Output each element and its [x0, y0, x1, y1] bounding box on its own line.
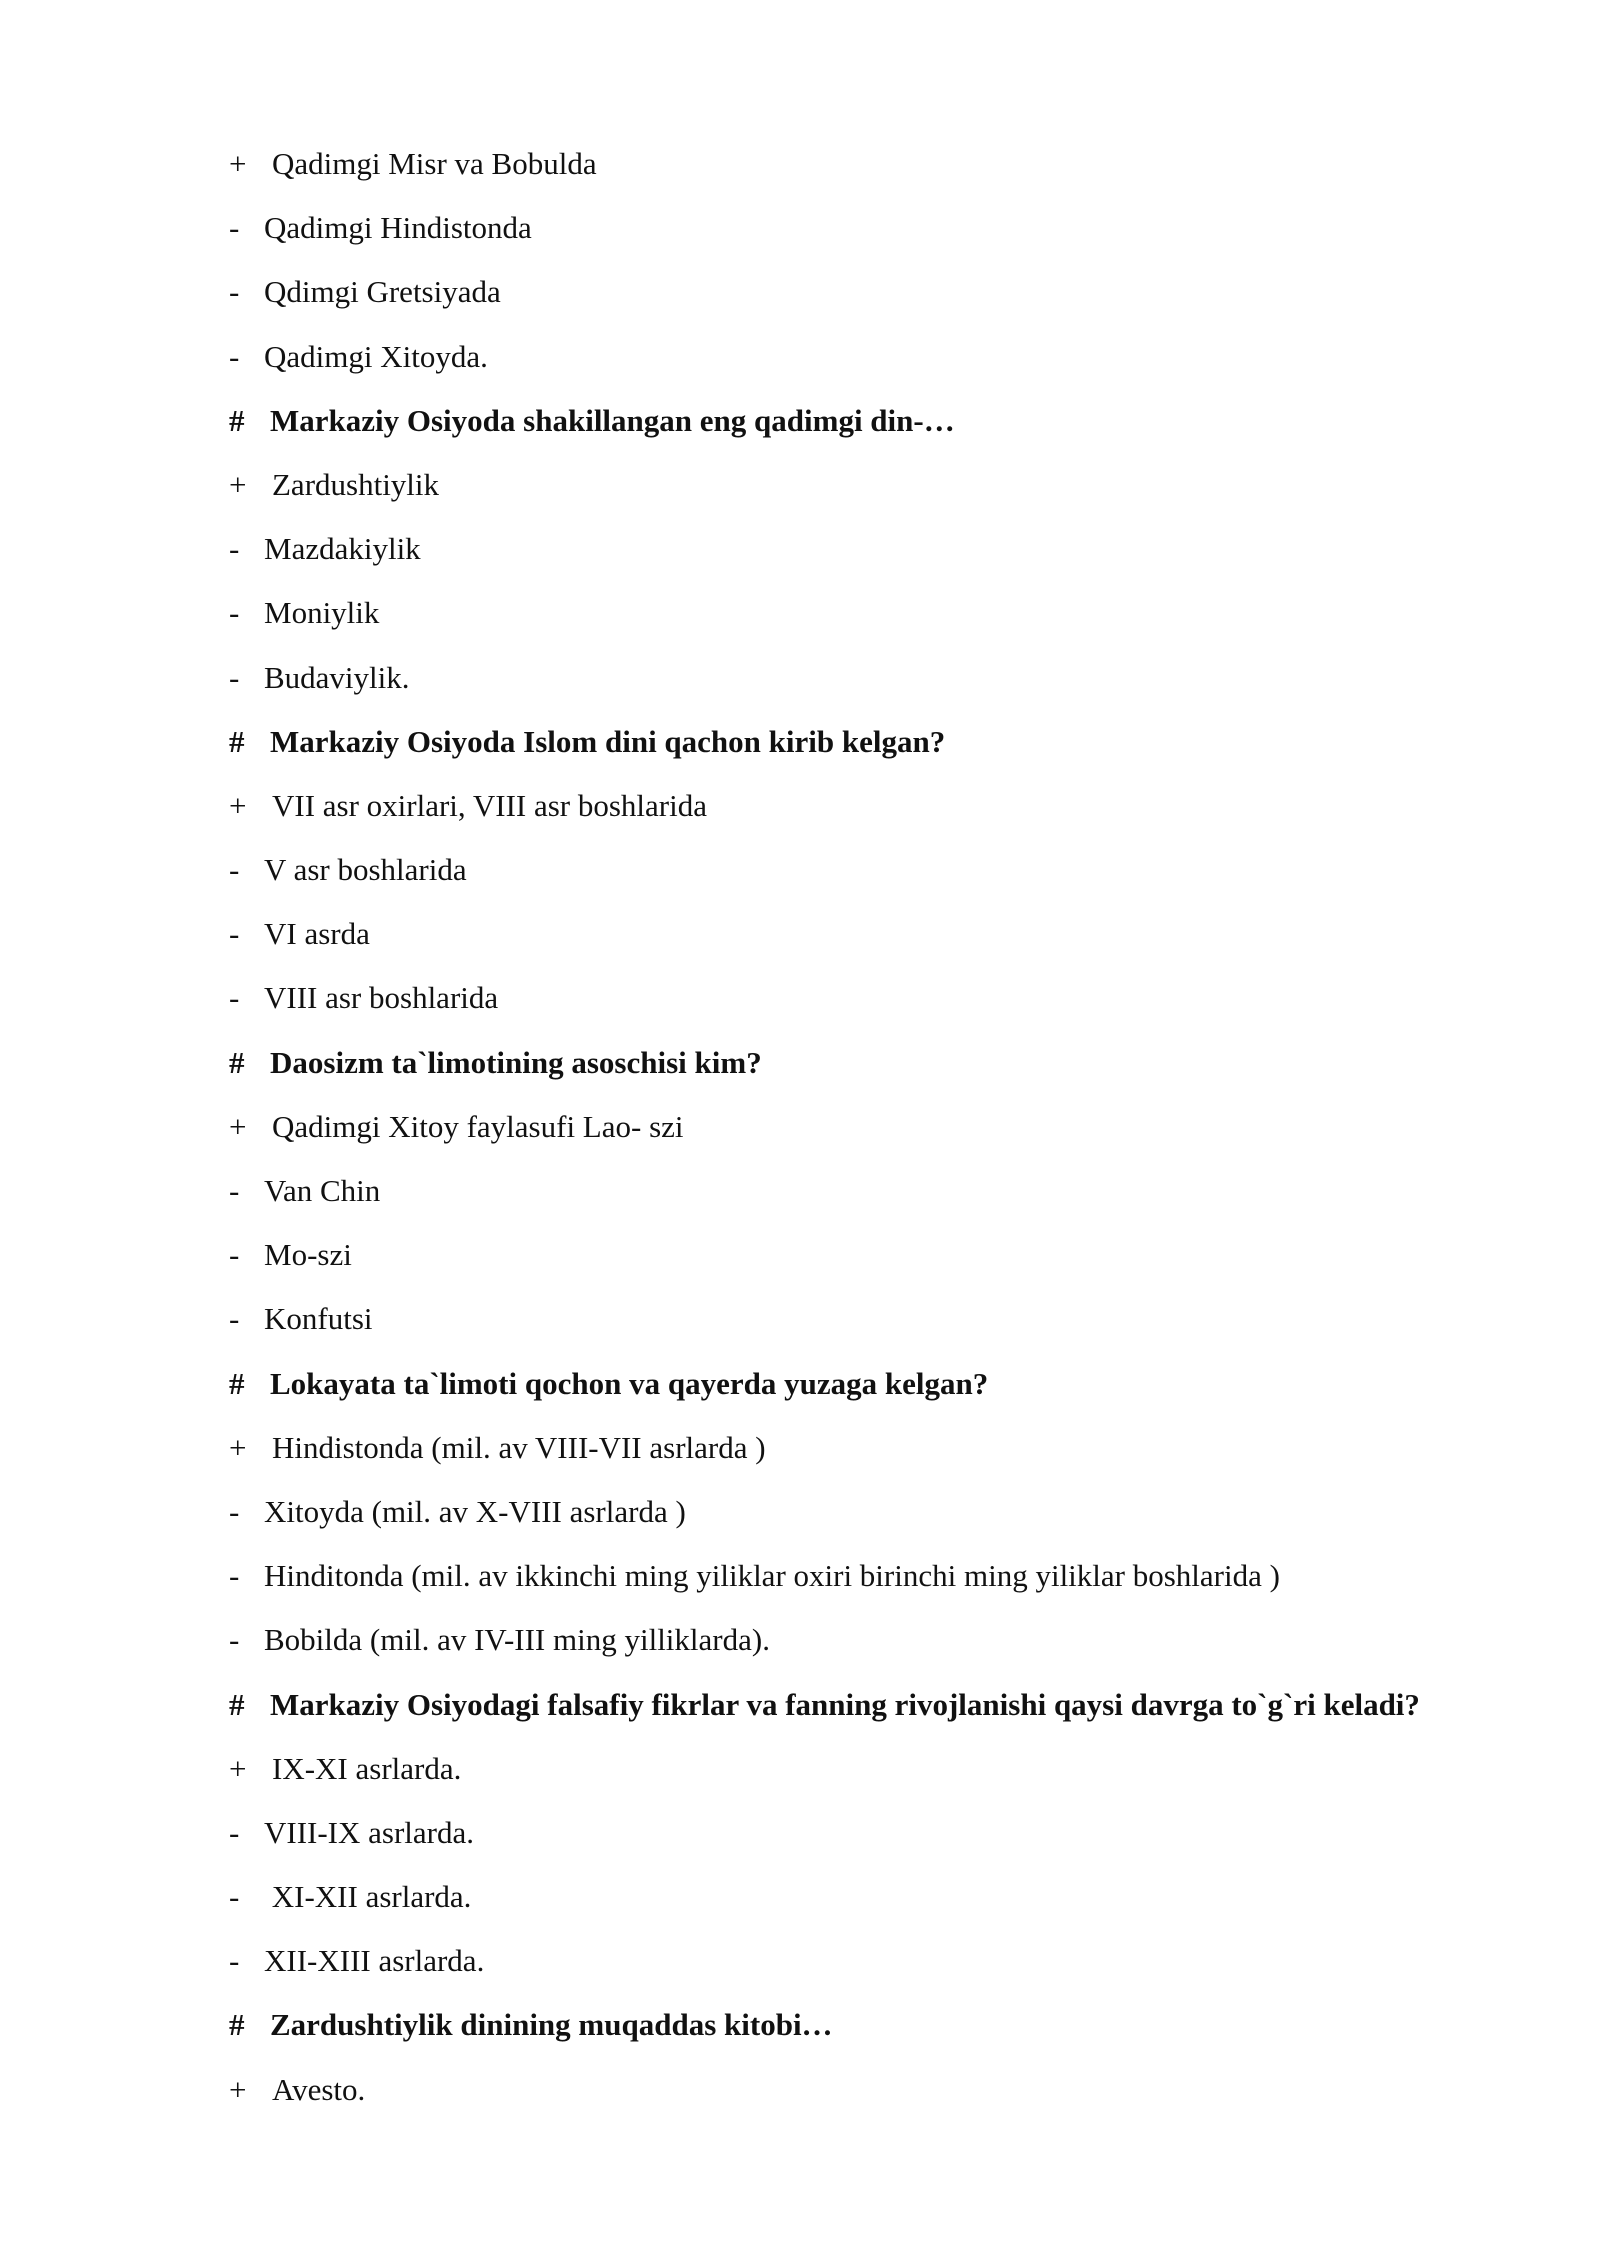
question-line [229, 2009, 1529, 2073]
line-marker: + [229, 466, 247, 502]
correct-answer-line [229, 148, 1529, 212]
question-text: Lokayata ta`limoti qochon va qayerda yuzaga kelgan? [270, 1365, 989, 1401]
answer-text: Van Chin [264, 1173, 381, 1208]
answer-text: VI asrda [264, 916, 370, 952]
answer-option-line [229, 533, 1529, 597]
line-marker: - [229, 1558, 240, 1594]
correct-answer-line [229, 2071, 1529, 2138]
answer-text: Xitoyda (mil. av X-VIII asrlarda ) [264, 1493, 686, 1529]
question-text: Daosizm ta`limotining asoschisi kim? [270, 1044, 762, 1080]
line-marker: - [229, 1493, 240, 1529]
question-line [229, 402, 1529, 469]
line-marker: - [229, 1173, 240, 1208]
answer-option-line [229, 1175, 1529, 1239]
answer-text: Mo-szi [264, 1237, 352, 1273]
answer-text: XII-XIII asrlarda. [264, 1943, 485, 1979]
line-marker: - [229, 338, 240, 374]
answer-text: Konfutsi [264, 1301, 373, 1337]
answer-option-line [229, 338, 1529, 405]
line-marker: # [229, 402, 245, 438]
answer-option-line [229, 1303, 1529, 1367]
correct-answer-line [229, 787, 1529, 854]
line-marker: - [229, 852, 240, 888]
line-marker: - [229, 659, 240, 695]
line-marker: + [229, 2071, 247, 2107]
line-marker: + [229, 1750, 247, 1786]
line-marker: - [229, 1814, 240, 1850]
line-marker: - [229, 1622, 240, 1658]
line-marker: # [229, 1365, 245, 1401]
answer-option-line [229, 212, 1529, 276]
answer-text: Budaviylik. [264, 659, 410, 695]
answer-text: Qdimgi Gretsiyada [264, 274, 501, 310]
answer-option-line [229, 597, 1529, 661]
line-marker: - [229, 1879, 240, 1915]
line-marker: - [229, 1301, 240, 1337]
line-marker: - [229, 916, 240, 952]
line-marker: + [229, 1108, 247, 1144]
answer-option-line [229, 1624, 1529, 1688]
answer-text: Bobilda (mil. av IV-III ming yilliklarda). [264, 1622, 770, 1658]
question-line [229, 723, 1529, 790]
question-text: Zardushtiylik dinining muqaddas kitobi… [270, 2007, 833, 2043]
correct-answer-line [229, 1750, 1529, 1817]
line-marker: + [229, 146, 247, 181]
answer-text: V asr boshlarida [264, 852, 467, 888]
line-marker: + [229, 787, 247, 823]
answer-text: Hinditonda (mil. av ikkinchi ming yiliklar oxiri birinchi ming yiliklar boshlarida ) [264, 1558, 1280, 1594]
line-marker: # [229, 2007, 245, 2043]
answer-option-line [229, 1239, 1529, 1303]
answer-text: XI-XII asrlarda. [264, 1879, 472, 1915]
answer-text: VIII asr boshlarida [264, 980, 499, 1016]
correct-answer-line [229, 466, 1529, 533]
answer-option-line [229, 659, 1529, 726]
line-marker: # [229, 723, 245, 759]
answer-text: IX-XI asrlarda. [272, 1750, 462, 1786]
answer-text: Avesto. [272, 2071, 366, 2107]
answer-text: Mazdakiylik [264, 531, 421, 567]
answer-option-line [229, 854, 1529, 918]
question-line [229, 1686, 1529, 1753]
answer-text: Qadimgi Hindistonda [264, 210, 532, 246]
question-text: Markaziy Osiyoda Islom dini qachon kirib kelgan? [270, 723, 946, 759]
answer-option-line [229, 276, 1529, 340]
answer-text: Hindistonda (mil. av VIII-VII asrlarda ) [272, 1429, 766, 1465]
answer-option-line [229, 1945, 1529, 2009]
question-text: Markaziy Osiyoda shakillangan eng qadimgi din-… [270, 402, 955, 438]
answer-text: Zardushtiylik [272, 466, 440, 502]
line-marker: - [229, 531, 240, 567]
answer-text: Qadimgi Misr va Bobulda [272, 146, 597, 181]
answer-option-line [229, 918, 1529, 982]
line-marker: # [229, 1686, 245, 1722]
answer-option-line [229, 1493, 1529, 1560]
quiz-lines [229, 148, 1529, 2138]
question-line [229, 1365, 1529, 1432]
line-marker: # [229, 1044, 245, 1080]
answer-text: Qadimgi Xitoyda. [264, 338, 488, 374]
line-marker: - [229, 274, 240, 310]
question-text: Markaziy Osiyodagi falsafiy fikrlar va fanning rivojlanishi qaysi davrga to`g`ri keladi? [270, 1686, 1420, 1722]
answer-text: Qadimgi Xitoy faylasufi Lao- szi [272, 1108, 684, 1144]
answer-text: VIII-IX asrlarda. [264, 1814, 474, 1850]
answer-text: Moniylik [264, 595, 380, 631]
answer-option-line [229, 982, 1529, 1046]
answer-option-line [229, 1881, 1529, 1945]
line-marker: - [229, 1237, 240, 1273]
line-marker: + [229, 1429, 247, 1465]
correct-answer-line [229, 1108, 1529, 1175]
line-marker: - [229, 980, 240, 1016]
answer-option-line [229, 1814, 1529, 1881]
answer-option-line [229, 1560, 1529, 1624]
line-marker: - [229, 210, 240, 246]
line-marker: - [229, 1943, 240, 1979]
correct-answer-line [229, 1429, 1529, 1496]
line-marker: - [229, 595, 240, 631]
question-line [229, 1044, 1529, 1111]
answer-text: VII asr oxirlari, VIII asr boshlarida [272, 787, 707, 823]
